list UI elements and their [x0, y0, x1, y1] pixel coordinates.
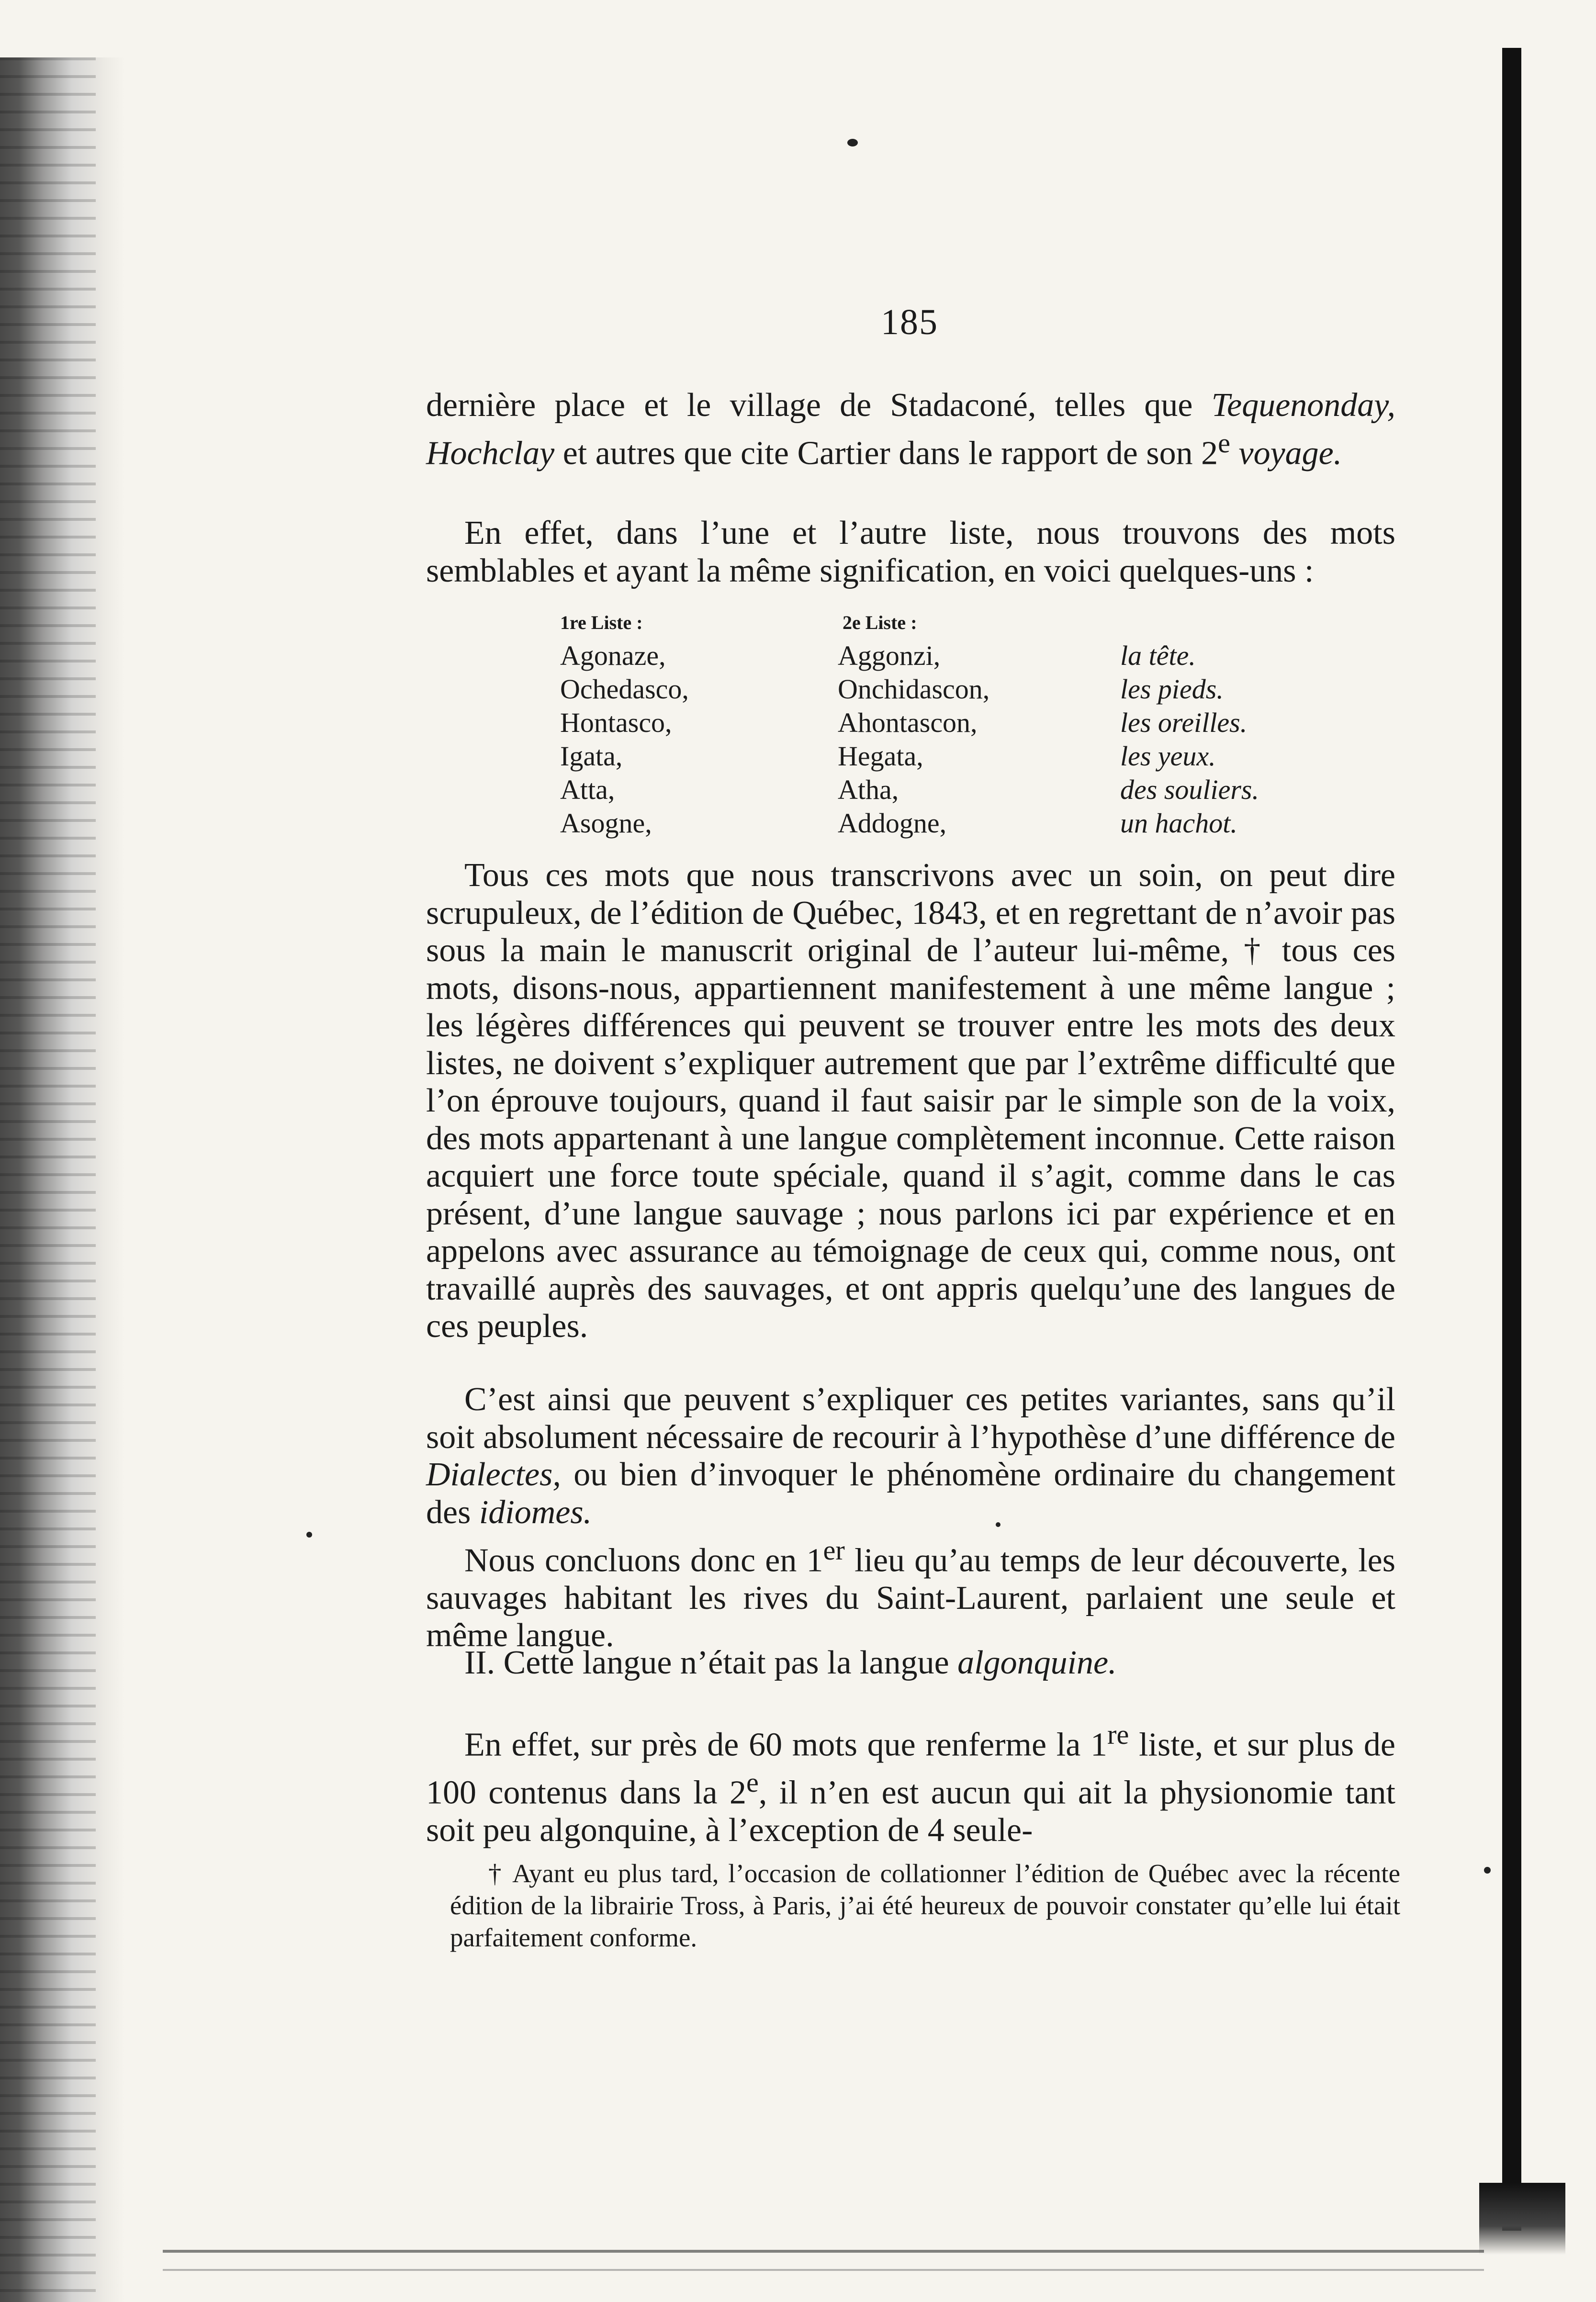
word-lists-header — [560, 606, 1374, 639]
paragraph-5-text-b: lieu qu’au temps de leur découverte, les sauvages habitant les rives du Saint-Laurent, parlaient une seule et même langue. — [426, 1542, 1395, 1654]
binding-specks-left — [0, 57, 96, 2302]
binding-edge-right — [1502, 48, 1521, 2231]
word-meaning: un hachot. — [1120, 808, 1237, 839]
paragraph-6 — [426, 1644, 1395, 1682]
paragraph-7-sup-1: re — [1107, 1719, 1129, 1750]
word-list-row — [560, 639, 1374, 673]
paragraph-2-text: En effet, dans l’une et l’autre liste, nous trouvons des mots semblables et ayant la même signification, en voici quelques-uns : — [426, 515, 1395, 589]
word-list-row — [560, 773, 1374, 807]
paragraph-7-sup-2: e — [746, 1766, 759, 1798]
paragraph-1 — [426, 387, 1395, 472]
paragraph-7-text-c: , il n’en est aucun qui ait la physionomie tant soit peu algonquine, à l’exception de 4 seule- — [426, 1774, 1396, 1849]
paragraph-5 — [426, 1532, 1395, 1655]
paragraph-5-text-a: Nous concluons donc en 1 — [464, 1542, 823, 1579]
word-list-row — [560, 673, 1374, 706]
paragraph-3 — [426, 857, 1395, 1346]
list-2-word: Atha, — [838, 774, 899, 805]
scan-edge-bottom — [163, 2250, 1484, 2253]
paragraph-6-algonquine: algonquine. — [957, 1644, 1117, 1681]
word-meaning: des souliers. — [1120, 774, 1259, 805]
word-meaning: les yeux. — [1120, 741, 1216, 772]
paragraph-4 — [426, 1381, 1395, 1531]
paragraph-4-dialectes: Dialectes, — [426, 1456, 561, 1493]
list-1-word: Igata, — [560, 741, 623, 772]
list-1-word: Asogne, — [560, 808, 652, 839]
list-1-word: Agonaze, — [560, 640, 666, 671]
paragraph-3-text: Tous ces mots que nous transcrivons avec un soin, on peut dire scrupuleux, de l’édition de Québec, 1843, et en regrettant de n’avoir pas sous la main le manuscrit original de l’auteur lui-même, † tous ces mots, disons-nous, appartiennent manifestement à une même langue ; les légères différences qui peuvent se trouver entre les mots des deux listes, ne doivent s’expliquer autrement que par l’extrême difficulté que l’on éprouve toujours, quand il faut saisir par le simple son de la voix, des mots appartenant à une langue complètement inconnue. Cette raison acquiert une force toute spéciale, quand il s’agit, comme dans le cas présent, d’une langue sauvage ; nous parlons ici par expérience et en appelons avec assurance au témoignage de ceux qui, comme nous, ont travaillé auprès des sauvages, et ont appris quelqu’une des langues de ces peuples. — [426, 857, 1395, 1345]
list-1-word: Hontasco, — [560, 707, 672, 738]
word-meaning: les oreilles. — [1120, 707, 1248, 738]
paragraph-1-text-c — [1230, 435, 1239, 472]
footnote-text: † Ayant eu plus tard, l’occasion de collationner l’édition de Québec avec la récente édition de la librairie Tross, à Paris, j’ai été heureux de pouvoir constater qu’elle lui était parfaitement conforme. — [450, 1859, 1400, 1952]
list-2-word: Onchidascon, — [838, 674, 990, 705]
list-2-word: Ahontascon, — [838, 707, 978, 738]
paragraph-6-text-a: II. Cette langue n’était pas la langue — [464, 1644, 958, 1681]
paragraph-4-idiomes: idiomes. — [479, 1493, 592, 1531]
list-1-heading: 1re Liste : — [560, 611, 643, 633]
list-1-word: Atta, — [560, 774, 615, 805]
word-list-row — [560, 706, 1374, 740]
list-1-word: Ochedasco, — [560, 674, 689, 705]
paragraph-7 — [426, 1716, 1395, 1849]
paragraph-4-text-a: C’est ainsi que peuvent s’expliquer ces petites variantes, sans qu’il soit absolument nécessaire de recourir à l’hypothèse d’une différence de — [426, 1381, 1395, 1456]
word-meaning: les pieds. — [1120, 674, 1224, 705]
paragraph-1-text-a: dernière place et le village de Stadaconé, telles que — [426, 387, 1212, 424]
binding-edge-right-base — [1479, 2183, 1565, 2255]
word-list-row — [560, 807, 1374, 840]
word-meaning: la tête. — [1120, 640, 1196, 671]
paragraph-2 — [426, 515, 1395, 590]
page-number: 185 — [881, 302, 938, 342]
paragraph-5-sup: er — [823, 1535, 845, 1566]
word-list-row — [560, 740, 1374, 773]
scan-edge-bottom-2 — [163, 2269, 1484, 2271]
list-2-word: Aggonzi, — [838, 640, 941, 671]
paragraph-1-sup: e — [1218, 427, 1230, 459]
paragraph-4-text-b: ou bien d’invoquer le phénomène ordinaire du changement des — [426, 1456, 1395, 1531]
paragraph-1-text-b: et autres que cite Cartier dans le rapport de son 2 — [554, 434, 1218, 472]
footnote — [450, 1857, 1400, 1954]
word-lists — [560, 606, 1374, 840]
paragraph-7-text-b: liste, et sur plus de 100 contenus dans la 2 — [426, 1726, 1395, 1811]
paragraph-1-place-names: Tequenonday, Hochclay — [426, 387, 1395, 472]
list-2-word: Hegata, — [838, 741, 923, 772]
paragraph-7-text-a: En effet, sur près de 60 mots que renferme la 1 — [464, 1726, 1108, 1763]
paragraph-1-voyage: voyage. — [1238, 434, 1342, 472]
list-2-heading: 2e Liste : — [843, 611, 917, 633]
list-2-word: Addogne, — [838, 808, 947, 839]
